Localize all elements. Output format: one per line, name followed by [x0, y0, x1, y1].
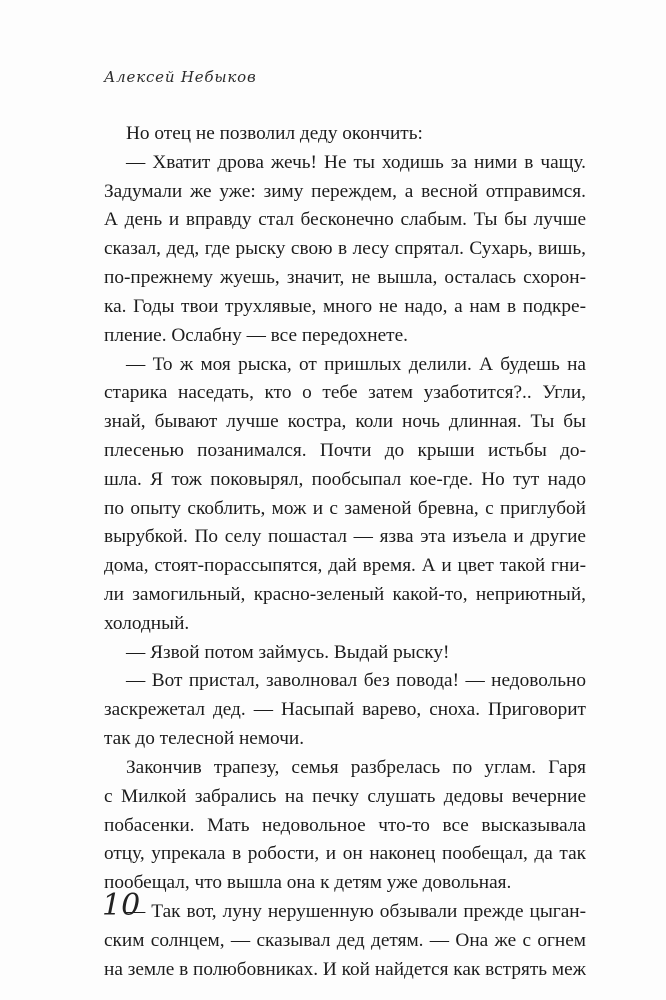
- text-line: заскрежетал дед. — Насыпай варево, сноха. Приговорит: [104, 699, 586, 721]
- text-line: А день и вправду стал бесконечно слабым. Ты бы лучше: [104, 209, 586, 231]
- body-text: [104, 120, 586, 984]
- text-line: дома, стоят-порассыпятся, дай время. А и цвет такой гни-: [104, 555, 586, 577]
- text-line: — Язвой потом займусь. Выдай рыску!: [126, 641, 450, 663]
- text-line: — Вот пристал, заволновал без повода! — недовольно: [126, 670, 586, 692]
- text-line: сказал, дед, где рыску свою в лесу спрятал. Сухарь, вишь,: [104, 238, 586, 260]
- running-header-author: Алексей Небыков: [104, 68, 257, 86]
- text-line: старика наседать, кто о тебе затем узаботится?.. Угли,: [104, 382, 586, 404]
- text-line: знай, бывают лучше костра, коли ночь длинная. Ты бы: [104, 411, 586, 433]
- text-line: побасенки. Мать недовольное что-то все высказывала: [104, 814, 586, 836]
- text-line: так до телесной немочи.: [104, 728, 305, 750]
- text-line: пообещал, что вышла она к детям уже довольная.: [104, 872, 512, 894]
- text-line: Задумали же уже: зиму переждем, а весной отправимся.: [104, 180, 586, 202]
- text-line: по-прежнему жуешь, значит, не вышла, осталась схорон-: [104, 267, 586, 289]
- page-number: 10: [102, 888, 141, 923]
- text-line: по опыту скоблить, мож и с заменой бревна, с приглубой: [104, 497, 586, 519]
- text-line: с Милкой забрались на печку слушать дедовы вечерние: [104, 785, 586, 807]
- text-line: отцу, упрекала в робости, и он наконец пообещал, да так: [104, 843, 586, 865]
- text-line: пление. Ослабну — все передохнете.: [104, 324, 408, 346]
- text-line: плесенью позанимался. Почти до крыши истьбы до-: [104, 439, 586, 461]
- text-line: — Хватит дрова жечь! Не ты ходишь за ними в чащу.: [126, 151, 586, 173]
- text-line: — Так вот, луну нерушенную обзывали прежде цыган-: [126, 900, 586, 922]
- text-line: Но отец не позволил деду окончить:: [126, 123, 423, 144]
- text-line: ским солнцем, — сказывал дед детям. — Она же с огнем: [104, 929, 586, 951]
- text-line: — То ж моя рыска, от пришлых делили. А будешь на: [126, 353, 586, 375]
- text-line: шла. Я тож поковырял, пообсыпал кое-где. Но тут надо: [104, 468, 586, 490]
- text-line: Закончив трапезу, семья разбрелась по углам. Гаря: [126, 756, 586, 778]
- text-line: холодный.: [104, 612, 190, 634]
- text-line: ка. Годы твои трухлявые, много не надо, а нам в подкре-: [104, 295, 586, 317]
- text-line: на земле в полюбовниках. И кой найдется как встрять меж: [104, 958, 586, 980]
- text-line: вырубкой. По селу пошастал — язва эта изъела и другие: [104, 526, 586, 548]
- text-line: ли замогильный, красно-зеленый какой-то, неприютный,: [104, 584, 586, 605]
